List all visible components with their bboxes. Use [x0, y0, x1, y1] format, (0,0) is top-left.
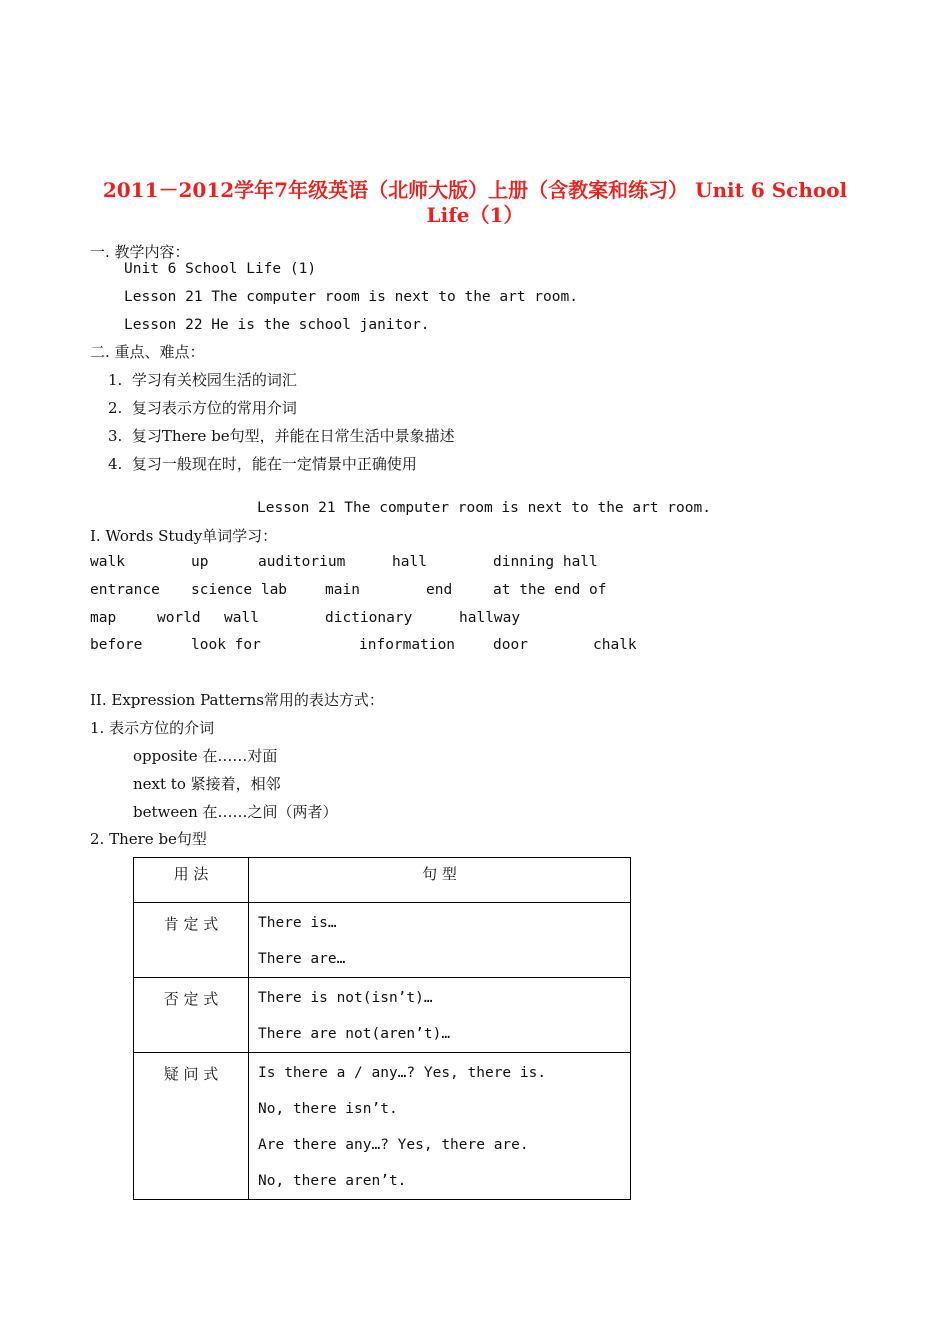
row-content	[249, 978, 631, 1053]
word: wall	[224, 610, 259, 626]
section2-item: 2. 复习表示方位的常用介词	[108, 399, 297, 417]
preposition-item: between 在……之间（两者）	[133, 803, 338, 821]
row-content	[249, 903, 631, 978]
table-row	[134, 978, 631, 1053]
word: up	[191, 554, 209, 570]
expressions-heading: II. Expression Patterns常用的表达方式：	[90, 691, 384, 709]
row-label: 否 定 式	[134, 978, 249, 1053]
pattern-line: No, there isn’t.	[258, 1101, 398, 1117]
preposition-item: opposite 在……对面	[133, 747, 278, 765]
word: science lab	[191, 582, 288, 598]
expressions-sub1: 1. 表示方位的介词	[90, 719, 215, 737]
word: before	[90, 637, 143, 653]
word: main	[325, 582, 360, 598]
word: walk	[90, 554, 125, 570]
pattern-line: There are not(aren’t)…	[258, 1026, 451, 1042]
section1-item: Lesson 22 He is the school janitor.	[124, 317, 430, 333]
there-be-table	[133, 857, 631, 1200]
section1-item: Unit 6 School Life (1)	[124, 261, 317, 277]
row-label: 肯 定 式	[134, 903, 249, 978]
table-header-row	[134, 858, 631, 903]
word: hall	[392, 554, 427, 570]
pattern-line: There are…	[258, 951, 346, 967]
row-content	[249, 1053, 631, 1200]
section2-item: 1. 学习有关校园生活的词汇	[108, 371, 297, 389]
pattern-line: Is there a / any…? Yes, there is.	[258, 1065, 547, 1081]
table-header-usage: 用 法	[134, 858, 249, 903]
word: at the end of	[493, 582, 607, 598]
section1-item: Lesson 21 The computer room is next to the art room.	[124, 289, 578, 305]
pattern-line: There is not(isn’t)…	[258, 990, 433, 1006]
section2-item: 3. 复习There be句型，并能在日常生活中景象描述	[108, 427, 455, 445]
word: chalk	[593, 637, 637, 653]
pattern-line: There is…	[258, 915, 337, 931]
words-heading: I. Words Study单词学习：	[90, 527, 278, 545]
section2-heading: 二. 重点、难点：	[90, 343, 205, 361]
row-label: 疑 问 式	[134, 1053, 249, 1200]
word: entrance	[90, 582, 160, 598]
pattern-line: Are there any…? Yes, there are.	[258, 1137, 529, 1153]
word: look for	[191, 637, 261, 653]
pattern-line: No, there aren’t.	[258, 1173, 407, 1189]
preposition-item: next to 紧接着，相邻	[133, 775, 281, 793]
word: dictionary	[325, 610, 413, 626]
expressions-sub2: 2. There be句型	[90, 830, 207, 848]
section2-item: 4. 复习一般现在时，能在一定情景中正确使用	[108, 455, 417, 473]
word: door	[493, 637, 528, 653]
word: map	[90, 610, 117, 626]
word: hallway	[459, 610, 521, 626]
word: end	[426, 582, 453, 598]
word: information	[359, 637, 456, 653]
table-row	[134, 1053, 631, 1200]
word: dinning hall	[493, 554, 598, 570]
document-title: 2011－2012学年7年级英语（北师大版）上册（含教案和练习） Unit 6 School Life（1）	[102, 178, 848, 227]
table-row	[134, 903, 631, 978]
word: auditorium	[258, 554, 346, 570]
lesson-title: Lesson 21 The computer room is next to the art room.	[257, 500, 711, 516]
section1-heading: 一. 教学内容：	[90, 243, 190, 261]
table-header-pattern: 句 型	[249, 858, 631, 903]
word: world	[157, 610, 201, 626]
